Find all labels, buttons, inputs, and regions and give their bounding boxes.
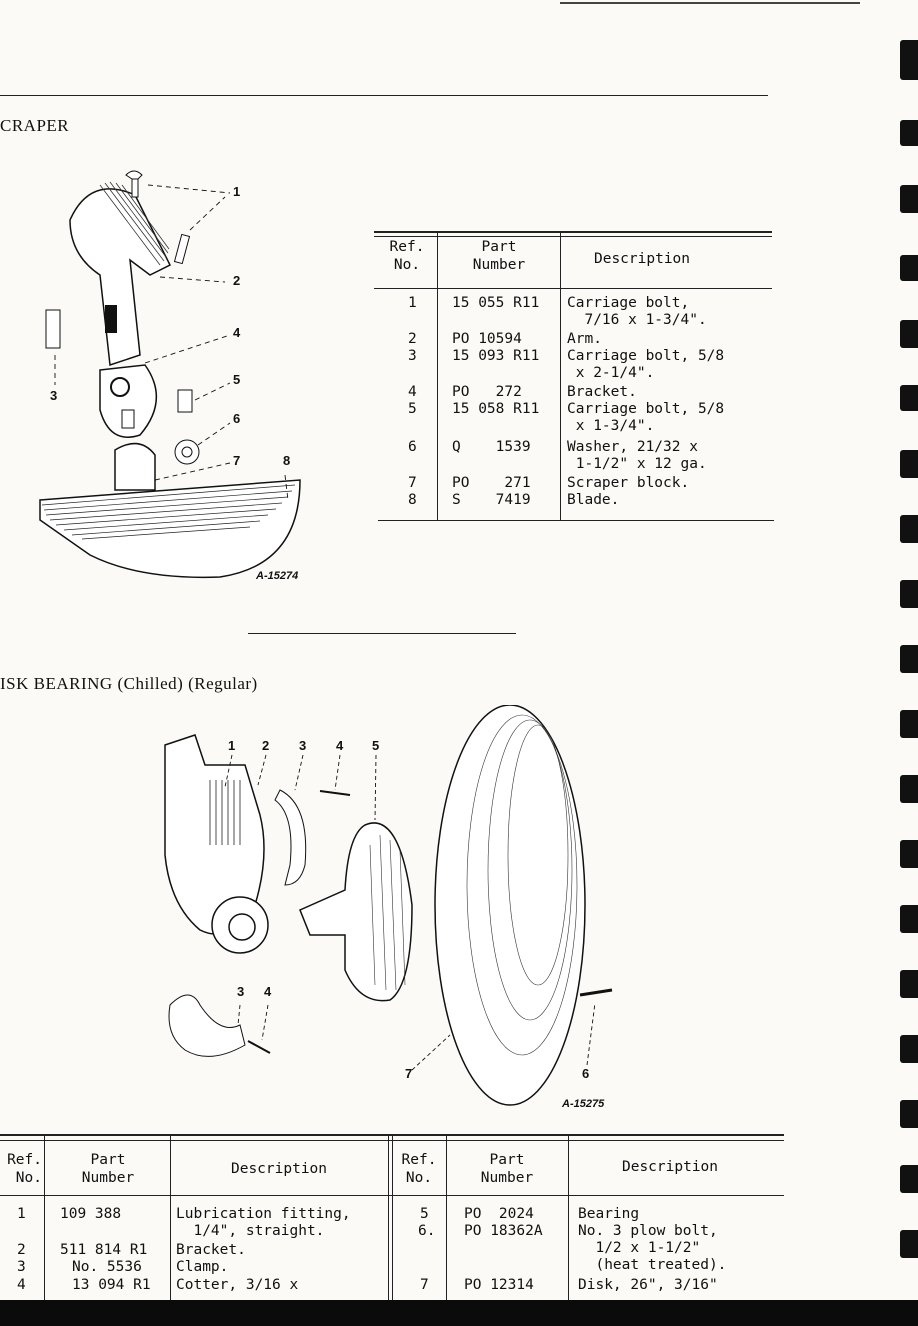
disk-callout-2: 2 (262, 738, 270, 753)
top-corner-rule (560, 2, 860, 4)
top-rule (0, 95, 768, 96)
callout-7: 7 (233, 453, 241, 468)
table-header-description-2: Description (621, 1159, 719, 1175)
table-header-ref: Ref. No. (389, 239, 425, 273)
disk-callout-4b: 4 (264, 984, 272, 999)
table-header-ref-2: Ref. No. (401, 1152, 437, 1186)
disk-callout-5: 5 (372, 738, 380, 753)
section-heading-disk-bearing: ISK BEARING (Chilled) (Regular) (0, 674, 258, 693)
callout-4: 4 (233, 325, 241, 340)
callout-2: 2 (233, 273, 241, 288)
callout-5: 5 (233, 372, 241, 387)
disk-callout-7: 7 (405, 1066, 413, 1081)
callout-8: 8 (283, 453, 291, 468)
disk-callout-3: 3 (299, 738, 307, 753)
disk-callout-1: 1 (228, 738, 236, 753)
disk-figure-label: A-15275 (562, 1098, 605, 1110)
table-header-description: Description (593, 251, 691, 267)
disk-callout-6: 6 (582, 1066, 590, 1081)
callout-1: 1 (233, 184, 241, 199)
callout-6: 6 (233, 411, 241, 426)
page-bottom-edge (0, 1300, 918, 1326)
table-header-part-2: Part Number (480, 1152, 534, 1186)
table-header-part: Part Number (472, 239, 526, 273)
scraper-illustration (30, 165, 310, 595)
section-divider (248, 633, 516, 634)
disk-callout-4: 4 (336, 738, 344, 753)
table-header-description: Description (230, 1161, 328, 1177)
callout-3: 3 (50, 388, 58, 403)
disk-callout-3b: 3 (237, 984, 245, 999)
disk-bearing-illustration (150, 705, 630, 1115)
figure-label: A-15274 (256, 570, 299, 582)
table-header-part: Part Number (81, 1152, 135, 1186)
section-heading-scraper: CRAPER (0, 116, 70, 135)
table-header-ref: Ref. No. (7, 1152, 42, 1186)
